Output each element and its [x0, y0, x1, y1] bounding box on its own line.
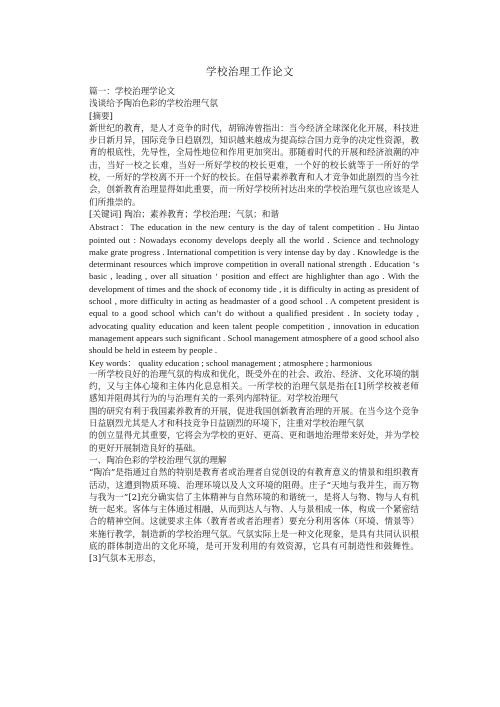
body-paragraph-1: 一所学校良好的治理气氛的构成和优化，既受外在的社会、政治、经济、文化环境的制约，又与主体心境和主体内化息息相关。一所学校的治理气氛是指在[1]所学校被老师感知并阻碍其行为的与治理有关的一系列内部特征。对学校治理气 [89, 369, 419, 405]
body-paragraph-3: 的创立显得尤其重要，它将会为学校的更好、更高、更和谐地治理带来好处，并为学校的更好开展制造良好的基础。 [89, 431, 419, 454]
paper-subtitle: 浅谈给予陶冶色彩的学校治理气氛 [89, 99, 218, 110]
body-paragraph-4: “陶冶”是指通过自然的特别是教育者或治理者自觉创设的有教育意义的情景和组织教育活动，这遭到物质环境、治理环境以及人文环境的阻碍。庄子“天地与我并生，而万物与我为一”[2]充分确实信了主体精神与自然环境的和谐统一，是将人与物、物与人有机统一起来。客体与主体通过相融，从而到达人与物、人与景相成一体，构成一个紧密结合的精神空间。这就要求主体（教育者或者治理者）要充分利用客体（环境、情景等）来施行教学，制造新的学校治理气氛。气氛实际上是一种文化现象，是具有共同认识根底的群体制造出的文化环境，是可开发利用的有效资源，它具有可制造性和鼓舞性。[3]气氛本无形态， [89, 468, 419, 565]
english-abstract: Abstract：The education in the new century is the day of talent competition . Hu Jintao pointed out : Nowadays economy develops deeply all the world . Science and technology make grate progress . International competition is very intense day by day . Knowledge is the determinant resources which improve competition in overall national strength . Education ‘s basic , leading , over all situation ‘ position and effect are highlighter than ago . With the development of times and the shock of economy tide , it is difficulty in acting as president of school , more difficulty in acting as headmaster of a good school . A competent president is equal to a good school which can’t do without a qualified president . In society today , advocating quality education and keen talent people competition , innovation in education management appears such significant . School management atmosphere of a good school also should be held in esteem by people . [89, 222, 419, 356]
document-title: 学校治理工作论文 [206, 66, 294, 78]
section-heading: 一、陶冶色彩的学校治理气氛的理解 [89, 455, 227, 466]
abstract-label: [摘要] [89, 111, 113, 122]
document-body [89, 86, 419, 566]
paper-heading: 篇一：学校治理学论文 [89, 87, 175, 97]
keywords-line: [关键词] 陶冶；素养教育；学校治理；气氛；和谐 [89, 209, 279, 220]
english-keywords: Key words： quality education ; school management ; atmosphere ; harmonious [89, 357, 372, 368]
body-paragraph-2: 围的研究有利于我国素养教育的开展，促进我国创新教育治理的开展。在当今这个竞争日益剧烈尤其是人才和科技竞争日益剧烈的环境下，注重对学校治理气氛 [89, 406, 419, 430]
abstract-paragraph: 新世纪的教育，是人才竞争的时代，胡锦涛曾指出：当今经济全球深化化开展，科技进步日新月异，国际竞争日趋剧烈，知识越来越成为提高综合国力竞争的决定性资源，教育的根底性，先导性，全局性地位和作用更加突出。那随着时代的开展和经济浪潮的冲击，当好一校之长难，当好一所好学校的校长更难，一个好的校长就等于一所好的学校，一所好的学校离不开一个好的校长。在倡导素养教育和人才竞争如此剧烈的当今社会，创新教育治理显得如此重要，而一所好学校所衬达出来的学校治理气氛也应该是人们所推崇的。 [89, 123, 419, 208]
